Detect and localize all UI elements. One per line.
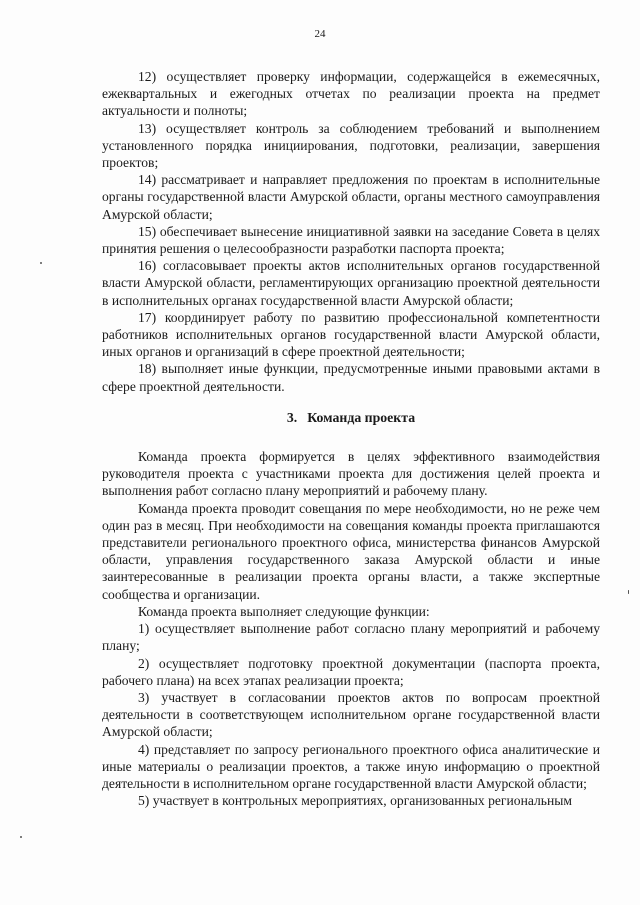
function-item-4: 4) представляет по запросу регионального проектного офиса аналитические и иные материалы о реализации проектов, а также иную информацию о проектной деятельности в исполнительном органе государственной власти Амурской области; [102, 741, 600, 791]
scan-speck [40, 262, 42, 264]
function-item-3: 3) участвует в согласовании проектов актов по вопросам проектной деятельности в соответствующем исполнительном органе государственной власти Амурской области; [102, 689, 600, 740]
list-item-17: 17) координирует работу по развитию профессиональной компетентности работников исполнительных органов государственной власти Амурской области, иных органов и организаций в сфере проектной деятельности; [102, 309, 600, 360]
function-item-5: 5) участвует в контрольных мероприятиях, организованных региональным [138, 793, 572, 809]
list-item-14: 14) рассматривает и направляет предложения по проектам в исполнительные органы государственной власти Амурской области, органы местного самоуправления Амурской области; [102, 172, 600, 222]
section-paragraph: Команда проекта формируется в целях эффективного взаимодействия руководителя проекта с участниками проекта для достижения целей проекта и выполнения работ согласно плану мероприятий и рабочему плану. [102, 449, 600, 499]
list-item-12: 12) осуществляет проверку информации, содержащейся в ежемесячных, ежеквартальных и ежегодных отчетах по реализации проекта на предмет актуальности и полноты; [102, 69, 600, 119]
section-body [102, 448, 600, 809]
scan-speck [628, 590, 629, 594]
section-heading [102, 409, 600, 426]
section-number: 3. [286, 409, 298, 425]
section-title: Команда проекта [307, 409, 416, 425]
section-paragraph: Команда проекта проводит совещания по мере необходимости, но не реже чем один раз в месяц. При необходимости на совещания команды проекта приглашаются представители регионального проектного офиса, министерства финансов Амурской области, управления государственного заказа Амурской области и иные заинтересованные в реализации проекта органы власти, а также экспертные сообщества и организации. [102, 500, 600, 602]
function-item-1: 1) осуществляет выполнение работ согласно плану мероприятий и рабочему плану; [102, 621, 600, 654]
list-item-18: 18) выполняет иные функции, предусмотренные иными правовыми актами в сфере проектной деятельности. [102, 361, 600, 394]
section-paragraph: Команда проекта выполняет следующие функции: [138, 603, 430, 619]
list-continued [102, 68, 600, 395]
page-number: 24 [314, 28, 326, 40]
list-item-16: 16) согласовывает проекты актов исполнительных органов государственной власти Амурской области, регламентирующих организацию проектной деятельности в исполнительных органах государственной власти Амурской области; [102, 258, 600, 308]
list-item-13: 13) осуществляет контроль за соблюдением требований и выполнением установленного порядка инициирования, подготовки, реализации, завершения проектов; [102, 120, 600, 171]
scan-speck [20, 836, 22, 838]
function-item-2: 2) осуществляет подготовку проектной документации (паспорта проекта, рабочего плана) на всех этапах реализации проекта; [102, 655, 600, 688]
list-item-15: 15) обеспечивает вынесение инициативной заявки на заседание Совета в целях принятия решения о целесообразности разработки паспорта проекта; [102, 223, 600, 257]
